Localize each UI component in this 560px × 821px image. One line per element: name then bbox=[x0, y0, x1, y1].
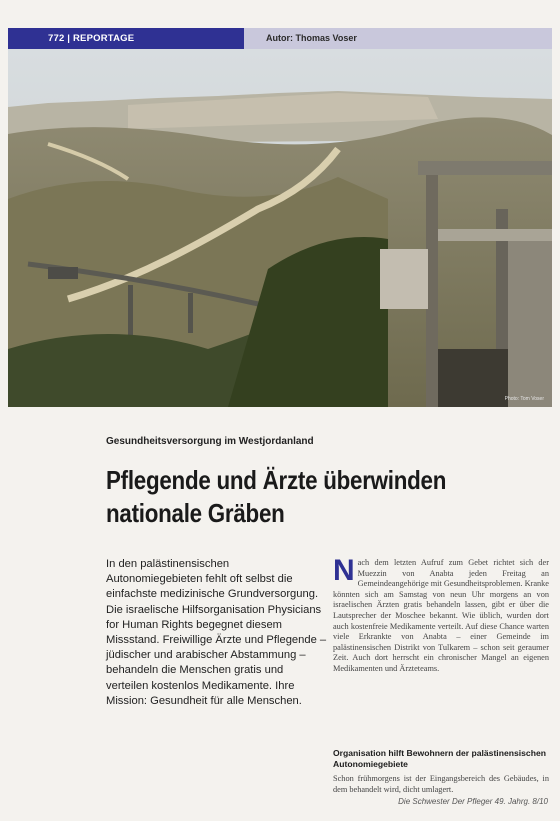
section-label: 772 | REPORTAGE bbox=[8, 28, 244, 49]
author-line: Autor: Thomas Voser bbox=[266, 33, 357, 43]
landscape-photo-graphic bbox=[8, 49, 552, 407]
article-kicker: Gesundheitsversorgung im Westjordanland bbox=[106, 436, 314, 447]
article-body-column bbox=[333, 554, 549, 675]
running-header bbox=[8, 28, 552, 49]
section-subhead: Organisation hilft Bewohnern der palästinensischen Autonomiegebiete bbox=[333, 748, 546, 769]
body-text: ach dem letzten Aufruf zum Gebet richtet sich der Muezzin von Anabta jeden Freitag an Gemeindeangehörige mit Gesundheitsproblemen. Kranke könnten sich am Samstag von neun Uhr morgens an von israelischen Ärzten gratis behandeln lassen, gibt er über die Lautsprecher der Moschee bekannt. Wie üblich, wurden dort auch kostenfreie Medikamente verteilt. Auf diese Chance warten viele Erkrankte von Anabta – einer Gemeinde im palästinensischen Distrikt von Tulkarem – schon seit geraumer Zeit. Auch dort herrscht ein chronischer Mangel an eigenen Medikamenten und Ärzteteams. bbox=[333, 558, 549, 673]
article-lead: In den palästinensischen Autonomiegebieten fehlt oft selbst die einfachste medizinische Grundversorgung. Die israelische Hilfsorganisation Physicians for Human Rights begegnet diesem Missstand. Freiwillige Ärzte und Pflegende – jüdischer und arabischer Abstammung – behandeln die Menschen gratis und verteilen kostenlos Medikamente. Ihre Mission: Gesundheit für alle Menschen. bbox=[106, 558, 327, 707]
article-headline: Pflegende und Ärzte überwinden nationale Gräben bbox=[106, 465, 447, 528]
landscape-photo bbox=[8, 49, 552, 407]
page-footer: Die Schwester Der Pfleger 49. Jahrg. 8/10 bbox=[398, 797, 548, 806]
article-body-continued: Schon frühmorgens ist der Eingangsbereich des Gebäudes, in dem behandelt wird, dicht umlagert. bbox=[333, 774, 549, 794]
drop-cap: N bbox=[333, 554, 355, 587]
photo-credit: Photo: Tom Voser bbox=[504, 396, 544, 402]
